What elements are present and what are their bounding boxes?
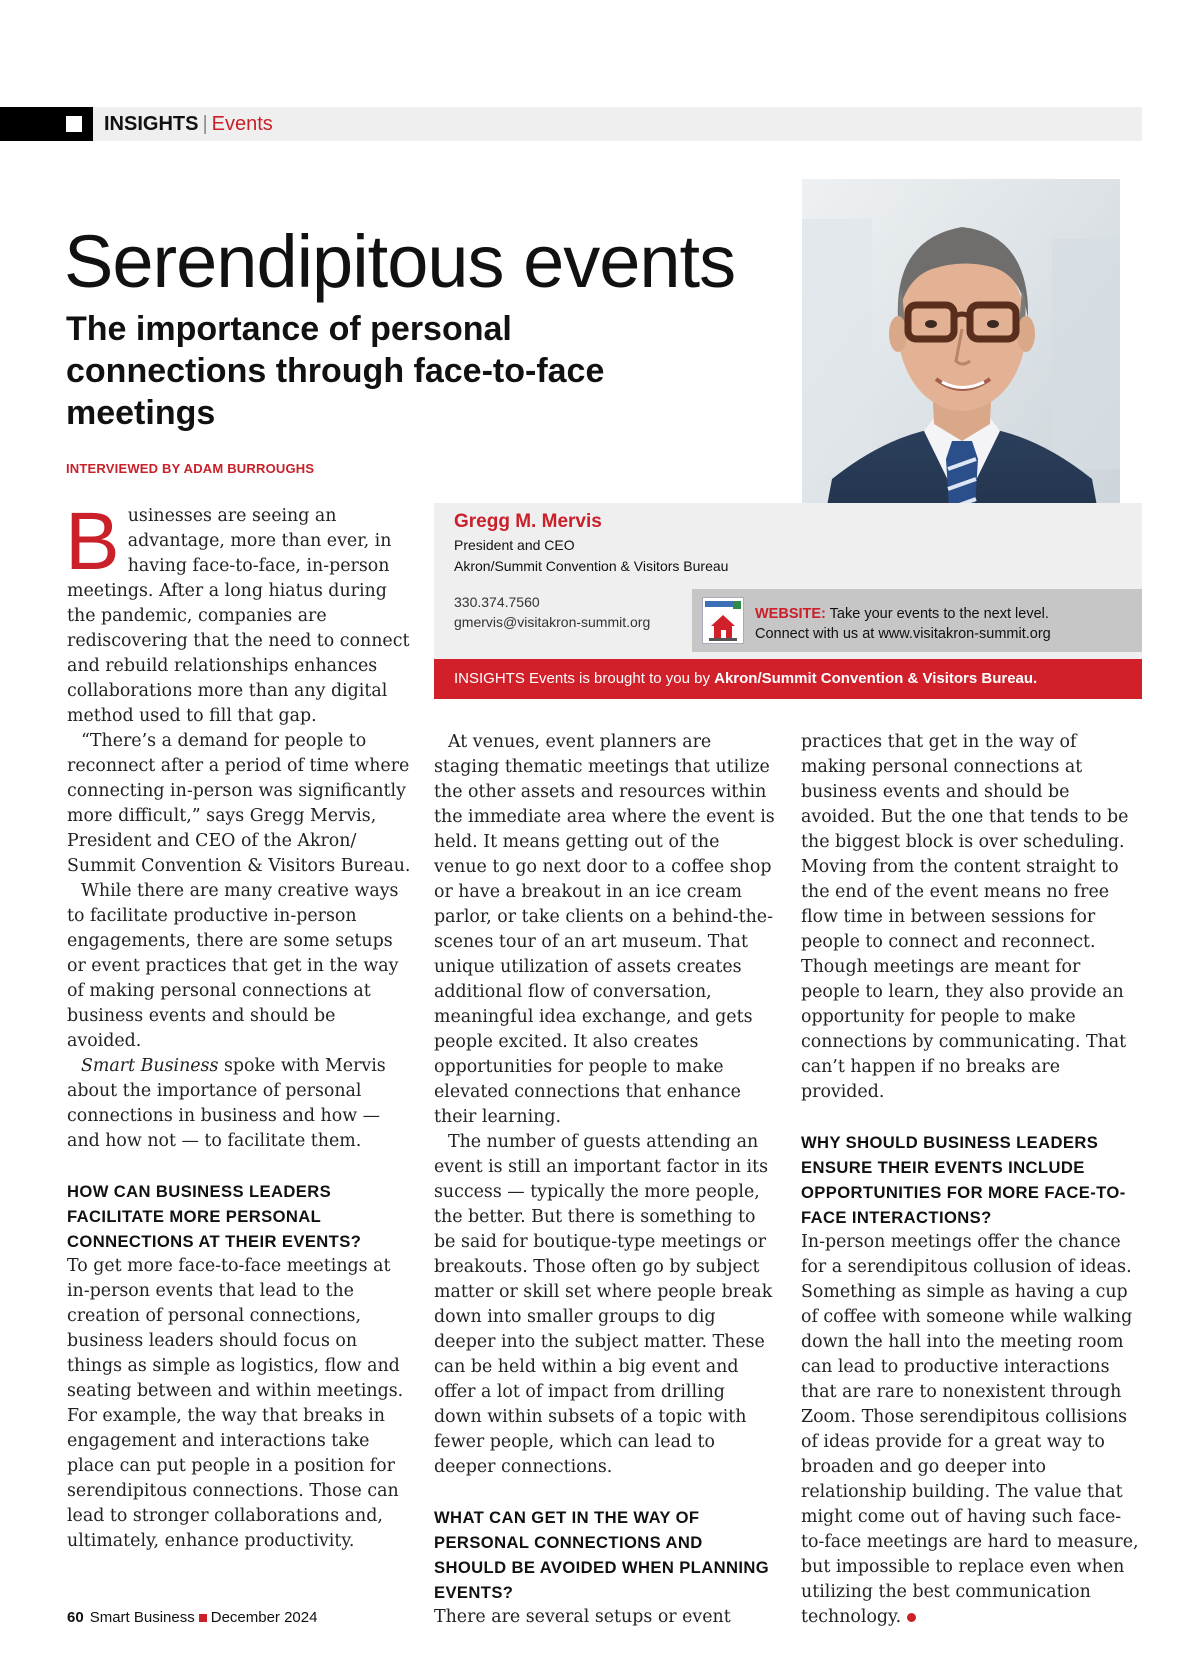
sponsor-prefix: INSIGHTS Events is brought to you by <box>454 670 715 687</box>
byline: INTERVIEWED BY ADAM BURROUGHS <box>66 461 315 476</box>
section-label: INSIGHTS <box>104 113 199 135</box>
building-icon <box>702 597 744 644</box>
headline: Serendipitous events <box>64 220 736 303</box>
profile-email[interactable]: gmervis@visitakron-summit.org <box>454 614 651 630</box>
end-mark-icon <box>907 1613 916 1622</box>
question-heading-2: WHAT CAN GET IN THE WAY OF PERSONAL CONNECTIONS AND SHOULD BE AVOIDED WHEN PLANNING EVENTS? <box>434 1508 770 1602</box>
website-text <box>755 604 1135 644</box>
article-paragraph-9 <box>801 1230 1141 1630</box>
article-paragraph-4 <box>67 1054 412 1154</box>
page-footer <box>67 1609 317 1626</box>
article-paragraph-3: While there are many creative ways to facilitate productive in-person engagements, there are some setups or event practices that get in the way of making personal connections at business events and should be avoided. <box>67 881 399 1051</box>
article-paragraph-1-text: usinesses are seeing an advantage, more than ever, in having face-to-face, in-person meetings. After a long hiatus during the pandemic, companies are rediscovering that the need to connect and rebuild relationships enhances collaborations more than any digital method used to fill that gap. <box>67 506 410 726</box>
article-column-1 <box>65 496 412 1554</box>
section-header-block <box>0 107 93 141</box>
section-header-text <box>104 112 273 136</box>
article-paragraph-8-start: There are several setups or event <box>434 1607 731 1627</box>
profile-phone: 330.374.7560 <box>454 594 540 610</box>
website-line2[interactable]: Connect with us at www.visitakron-summit.org <box>755 626 1051 642</box>
profile-title: President and CEO <box>454 537 575 553</box>
sponsor-name: Akron/Summit Convention & Visitors Bureau. <box>714 670 1038 687</box>
website-line1: Take your events to the next level. <box>829 606 1049 622</box>
article-paragraph-2: “There’s a demand for people to reconnect after a period of time where connecting in-person was significantly more difficult,” says Gregg Mervis, President and CEO of the Akron/ Summit Convention & Visitors Bureau. <box>67 731 411 876</box>
question-heading-3: WHY SHOULD BUSINESS LEADERS ENSURE THEIR EVENTS INCLUDE OPPORTUNITIES FOR MORE FACE-TO-FACE INTERACTIONS? <box>801 1133 1126 1227</box>
drop-cap: B <box>65 496 120 587</box>
deck: The importance of personal connections through face-to-face meetings <box>66 310 605 432</box>
publication-name-italic: Smart Business <box>81 1056 219 1076</box>
article-paragraph-1 <box>65 496 412 729</box>
article-paragraph-9-text: In-person meetings offer the chance for a serendipitous collusion of ideas. Something as simple as having a cup of coffee with someone while walking down the hall into the meeting room can lead to productive interactions that are rare to nonexistent through Zoom. Those serendipitous collisions of ideas provide for a great way to broaden and go deeper into relationship building. The value that might come out of having such face-to-face meetings are hard to measure, but impossible to replace even when utilizing the best communication technology. <box>801 1232 1139 1627</box>
section-separator: | <box>202 113 208 135</box>
question-heading-1: HOW CAN BUSINESS LEADERS FACILITATE MORE PERSONAL CONNECTIONS AT THEIR EVENTS? <box>67 1182 362 1251</box>
article-paragraph-5: To get more face-to-face meetings at in-person events that lead to the creation of personal connections, business leaders should focus on things as simple as logistics, flow and seating between and within meetings. For example, the way that breaks in engagement and interactions take place can put people in a position for serendipitous connections. Those can lead to stronger collaborations and, ultimately, enhance productivity. <box>67 1256 404 1551</box>
section-header-bar <box>0 107 1142 141</box>
page-number: 60 <box>67 1609 84 1626</box>
sponsor-bar <box>434 659 1142 699</box>
footer-publication: Smart Business <box>89 1609 195 1626</box>
article-paragraph-7: The number of guests attending an event is still an important factor in its success — typically the more people, the better. But there is something to be said for boutique-type meetings or breakouts. Those often go by subject matter or skill set where people break down into smaller groups to dig deeper into the subject matter. These can be held within a big event and offer a lot of impact from drilling down within subsets of a topic with fewer people, which can lead to deeper connections. <box>434 1132 773 1477</box>
footer-date: December 2024 <box>210 1609 318 1626</box>
footer-square-icon <box>199 1614 207 1622</box>
article-paragraph-6: At venues, event planners are staging thematic meetings that utilize the other assets and resources within the immediate area where the event is held. It means getting out of the venue to go next door to a coffee shop or have a breakout in an ice cream parlor, or take clients on a behind-the-scenes tour of an art museum. That unique utilization of assets creates additional flow of conversation, meaningful idea exchange, and gets people excited. It also creates opportunities for people to make elevated connections that enhance their learning. <box>434 732 775 1127</box>
section-sublabel: Events <box>211 113 273 135</box>
profile-name: Gregg M. Mervis <box>454 511 602 532</box>
article-paragraph-8-end: practices that get in the way of making personal connections at business events and should be avoided. But the one that tends to be the biggest block is over scheduling. Moving from the content straight to the end of the event means no free flow time in between sessions for people to connect and reconnect. Though meetings are meant for people to learn, they also provide an opportunity for people to make connections by communicating. That can’t happen if no breaks are provided. <box>801 732 1129 1102</box>
article-column-3 <box>801 730 1141 1630</box>
article-paragraph-4-text: spoke with Mervis about the importance of personal connections in business and how — and how not — to facilitate them. <box>67 1056 386 1151</box>
profile-organization: Akron/Summit Convention & Visitors Bureau <box>454 558 729 574</box>
website-label: WEBSITE: <box>755 606 826 622</box>
square-icon <box>66 116 82 132</box>
article-column-2 <box>434 730 776 1630</box>
